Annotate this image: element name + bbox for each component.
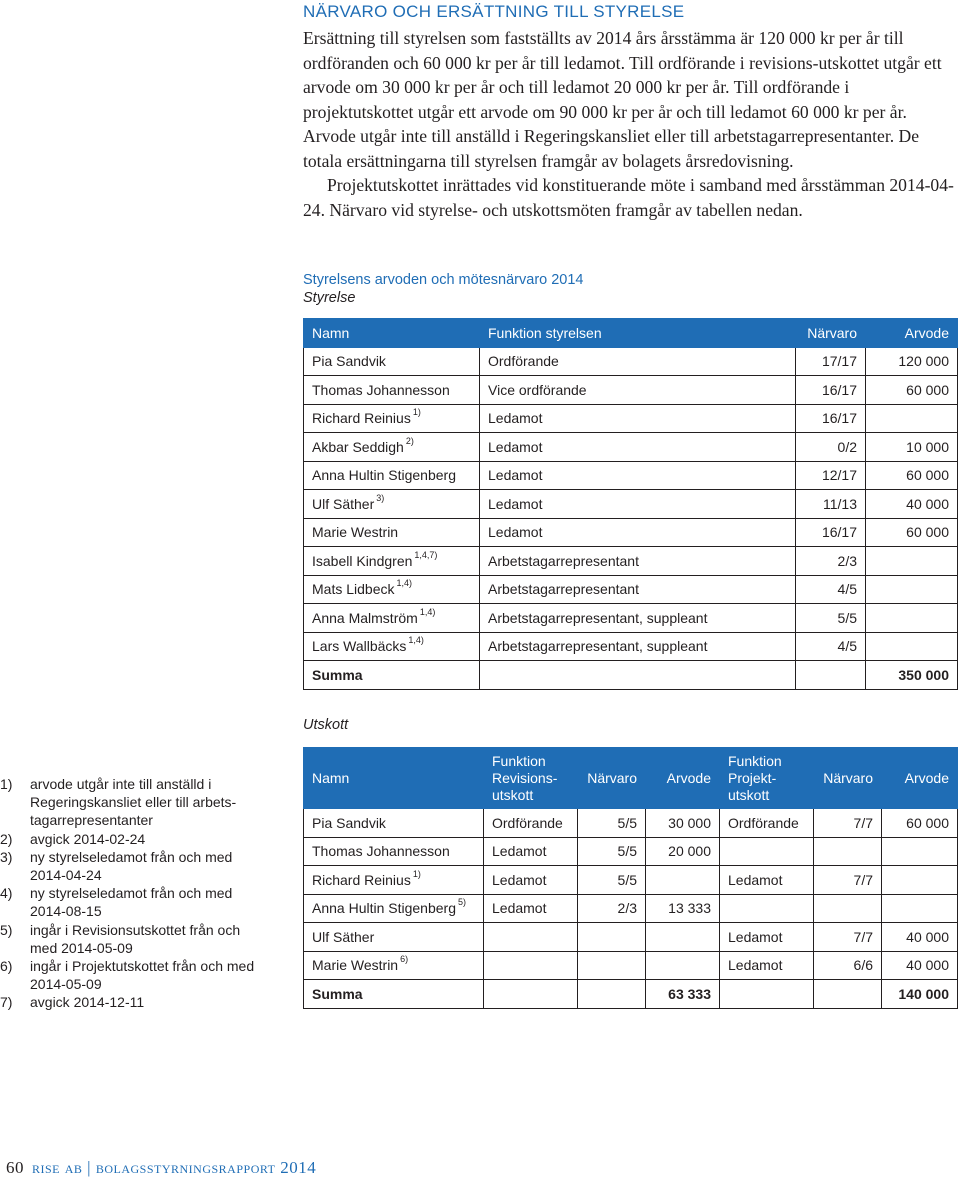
attendance-cell: 5/5 — [796, 604, 866, 633]
person-name: Thomas Johannesson — [312, 843, 450, 860]
table-row — [304, 518, 958, 547]
person-name: Pia Sandvik — [312, 353, 386, 370]
proj-attendance-cell — [814, 894, 882, 923]
name-cell — [304, 837, 484, 866]
proj-attendance-cell: 7/7 — [814, 866, 882, 895]
table-row — [304, 923, 958, 952]
table-row — [304, 809, 958, 838]
footnote-text: arvode utgår inte till anställd i Regeringskansliet eller till arbets-tagarrepresentanter — [30, 776, 237, 829]
footnote — [0, 775, 255, 830]
function-cell: Ledamot — [480, 404, 796, 433]
header-line: utskott — [728, 786, 770, 803]
name-cell — [304, 923, 484, 952]
name-cell — [304, 490, 480, 519]
total-empty — [720, 980, 814, 1009]
header-line: Revisions- — [492, 769, 558, 786]
col-header-name: Namn — [304, 748, 484, 809]
table-row — [304, 547, 958, 576]
table-row — [304, 404, 958, 433]
total-empty — [796, 661, 866, 690]
footnote — [0, 884, 255, 920]
attendance-cell: 4/5 — [796, 632, 866, 661]
name-cell — [304, 518, 480, 547]
table-row — [304, 461, 958, 490]
rev-function-cell — [484, 951, 578, 980]
total-rev-value: 63 333 — [646, 980, 720, 1009]
col-header-function: Funktion styrelsen — [480, 319, 796, 348]
footnotes — [0, 775, 255, 1012]
col-header-name: Namn — [304, 319, 480, 348]
name-cell — [304, 604, 480, 633]
total-empty — [484, 980, 578, 1009]
footnote-text: ny styrelseledamot från och med 2014-08-15 — [30, 885, 233, 920]
function-cell: Ordförande — [480, 347, 796, 376]
total-value: 350 000 — [866, 661, 958, 690]
table-row — [304, 433, 958, 462]
person-name: Pia Sandvik — [312, 814, 386, 831]
function-cell: Vice ordförande — [480, 376, 796, 405]
committee-table-subtitle: Utskott — [303, 717, 349, 733]
proj-function-cell — [720, 894, 814, 923]
footnote — [0, 993, 255, 1011]
person-name: Anna Hultin Stigenberg — [312, 467, 456, 484]
footnote-ref: 1,4) — [396, 578, 412, 589]
footer-text: rise ab | bolagsstyrningsrapport 2014 — [32, 1158, 317, 1177]
name-cell — [304, 951, 484, 980]
col-header-proj-attendance: Närvaro — [814, 748, 882, 809]
col-header-proj-fee: Arvode — [882, 748, 958, 809]
rev-attendance-cell — [578, 923, 646, 952]
footnote-ref: 5) — [458, 897, 467, 908]
footnote-number: 1) — [0, 776, 13, 792]
footnote-ref: 1,4) — [408, 635, 424, 646]
col-header-rev-function — [484, 748, 578, 809]
person-name: Marie Westrin — [312, 957, 399, 974]
footnote-number: 2) — [0, 830, 13, 847]
committee-table — [303, 747, 958, 1009]
name-cell — [304, 347, 480, 376]
fee-cell: 60 000 — [866, 461, 958, 490]
board-header-row — [304, 319, 958, 348]
name-cell — [304, 404, 480, 433]
proj-attendance-cell: 6/6 — [814, 951, 882, 980]
proj-attendance-cell — [814, 837, 882, 866]
intro-paragraph-1: Ersättning till styrelsen som fastställts av 2014 års årsstämma är 120 000 kr per år till ordföranden och 60 000 kr per år till ledamot. Till ordförande i revisions-utskottet utgår ett arvode om 30 000 kr per år och till ledamot 20 000 kr per år. Till ordförande i projektutskottet utgår ett arvode om 90 000 kr per år och till ledamot 60 000 kr per år. Arvode utgår inte till anställd i Regeringskansliet eller till arbetstagarrepresentanter. De totala ersättningarna till styrelsen framgår av bolagets årsredovisning. — [303, 28, 942, 171]
footnote-number: 4) — [0, 885, 13, 902]
attendance-cell: 2/3 — [796, 547, 866, 576]
fee-cell — [866, 547, 958, 576]
rev-fee-cell: 13 333 — [646, 894, 720, 923]
col-header-attendance: Närvaro — [796, 319, 866, 348]
total-label: Summa — [304, 980, 484, 1009]
name-cell — [304, 575, 480, 604]
header-line: Projekt- — [728, 769, 777, 786]
footnote-text: avgick 2014-02-24 — [30, 830, 146, 847]
function-cell: Arbetstagarrepresentant — [480, 575, 796, 604]
attendance-cell: 0/2 — [796, 433, 866, 462]
rev-attendance-cell: 5/5 — [578, 809, 646, 838]
fee-cell — [866, 575, 958, 604]
total-empty — [480, 661, 796, 690]
footnote — [0, 957, 255, 993]
proj-fee-cell: 40 000 — [882, 951, 958, 980]
committee-total-row — [304, 980, 958, 1009]
footnote-ref: 3) — [376, 492, 385, 503]
board-table-subtitle: Styrelse — [303, 290, 356, 306]
fee-cell — [866, 604, 958, 633]
footnote-text: ingår i Revisionsutskottet från och med 2014-05-09 — [30, 921, 241, 956]
board-table-body — [304, 347, 958, 661]
person-name: Ulf Säther — [312, 495, 375, 512]
footnote-ref: 2) — [405, 435, 414, 446]
person-name: Richard Reinius — [312, 410, 411, 427]
fee-cell: 60 000 — [866, 518, 958, 547]
committee-table-body — [304, 809, 958, 980]
rev-function-cell: Ledamot — [484, 837, 578, 866]
name-cell — [304, 894, 484, 923]
page-number: 60 — [6, 1158, 24, 1177]
total-empty — [578, 980, 646, 1009]
proj-attendance-cell: 7/7 — [814, 923, 882, 952]
proj-fee-cell: 60 000 — [882, 809, 958, 838]
person-name: Lars Wallbäcks — [312, 638, 407, 655]
name-cell — [304, 433, 480, 462]
function-cell: Ledamot — [480, 490, 796, 519]
name-cell — [304, 376, 480, 405]
name-cell — [304, 632, 480, 661]
fee-cell: 10 000 — [866, 433, 958, 462]
rev-function-cell: Ledamot — [484, 894, 578, 923]
footnote-number: 7) — [0, 994, 13, 1011]
header-line: Funktion — [728, 752, 782, 769]
function-cell: Ledamot — [480, 518, 796, 547]
person-name: Thomas Johannesson — [312, 381, 450, 398]
footnote-number: 5) — [0, 921, 13, 938]
page-footer — [6, 1158, 316, 1178]
function-cell: Arbetstagarrepresentant, suppleant — [480, 632, 796, 661]
proj-function-cell: Ledamot — [720, 923, 814, 952]
header-line: Funktion — [492, 752, 546, 769]
rev-fee-cell: 30 000 — [646, 809, 720, 838]
person-name: Mats Lidbeck — [312, 581, 395, 598]
footnote-text: ingår i Projektutskottet från och med 2014-05-09 — [30, 958, 255, 993]
footnote — [0, 921, 255, 957]
rev-function-cell — [484, 923, 578, 952]
attendance-cell: 16/17 — [796, 518, 866, 547]
footnote-ref: 1) — [412, 868, 421, 879]
rev-attendance-cell — [578, 951, 646, 980]
footnote-ref: 1,4) — [419, 606, 436, 617]
proj-fee-cell — [882, 894, 958, 923]
attendance-cell: 11/13 — [796, 490, 866, 519]
attendance-cell: 4/5 — [796, 575, 866, 604]
proj-function-cell: Ledamot — [720, 866, 814, 895]
committee-header-row — [304, 748, 958, 809]
function-cell: Arbetstagarrepresentant — [480, 547, 796, 576]
attendance-cell: 16/17 — [796, 376, 866, 405]
col-header-proj-function — [720, 748, 814, 809]
name-cell — [304, 461, 480, 490]
person-name: Richard Reinius — [312, 871, 411, 888]
proj-function-cell: Ordförande — [720, 809, 814, 838]
board-table-title: Styrelsens arvoden och mötesnärvaro 2014 — [303, 272, 584, 288]
col-header-rev-fee: Arvode — [646, 748, 720, 809]
rev-function-cell: Ordförande — [484, 809, 578, 838]
proj-fee-cell — [882, 866, 958, 895]
proj-attendance-cell: 7/7 — [814, 809, 882, 838]
attendance-cell: 16/17 — [796, 404, 866, 433]
fee-cell — [866, 404, 958, 433]
attendance-cell: 17/17 — [796, 347, 866, 376]
rev-attendance-cell: 2/3 — [578, 894, 646, 923]
table-row — [304, 575, 958, 604]
rev-fee-cell — [646, 923, 720, 952]
table-row — [304, 490, 958, 519]
fee-cell: 40 000 — [866, 490, 958, 519]
table-row — [304, 632, 958, 661]
total-proj-value: 140 000 — [882, 980, 958, 1009]
person-name: Ulf Säther — [312, 928, 375, 945]
fee-cell — [866, 632, 958, 661]
function-cell: Ledamot — [480, 433, 796, 462]
table-row — [304, 376, 958, 405]
attendance-cell: 12/17 — [796, 461, 866, 490]
footnote-text: ny styrelseledamot från och med 2014-04-24 — [30, 848, 233, 884]
section-heading: NÄRVARO OCH ERSÄTTNING TILL STYRELSE — [303, 2, 685, 21]
name-cell — [304, 547, 480, 576]
table-row — [304, 347, 958, 376]
rev-attendance-cell: 5/5 — [578, 837, 646, 866]
header-line: utskott — [492, 786, 534, 803]
function-cell: Ledamot — [480, 461, 796, 490]
footnote — [0, 848, 255, 884]
footnote-text: avgick 2014-12-11 — [30, 994, 145, 1011]
rev-function-cell: Ledamot — [484, 866, 578, 895]
table-row — [304, 894, 958, 923]
function-cell: Arbetstagarrepresentant, suppleant — [480, 604, 796, 633]
intro-paragraph-2: Projektutskottet inrättades vid konstituerande möte i samband med årsstämman 2014-04-24. Närvaro vid styrelse- och utskottsmöten framgår av tabellen nedan. — [303, 175, 954, 220]
proj-function-cell — [720, 837, 814, 866]
rev-fee-cell: 20 000 — [646, 837, 720, 866]
person-name: Akbar Seddigh — [312, 438, 404, 455]
col-header-fee: Arvode — [866, 319, 958, 348]
name-cell — [304, 866, 484, 895]
footnote-number: 3) — [0, 848, 13, 865]
footnote — [0, 830, 255, 848]
board-total-row — [304, 661, 958, 690]
intro-text — [303, 26, 955, 222]
person-name: Marie Westrin — [312, 524, 399, 541]
rev-attendance-cell: 5/5 — [578, 866, 646, 895]
table-row — [304, 951, 958, 980]
rev-fee-cell — [646, 951, 720, 980]
footnote-ref: 1) — [412, 407, 421, 418]
name-cell — [304, 809, 484, 838]
col-header-rev-attendance: Närvaro — [578, 748, 646, 809]
rev-fee-cell — [646, 866, 720, 895]
total-empty — [814, 980, 882, 1009]
fee-cell: 60 000 — [866, 376, 958, 405]
footnote-number: 6) — [0, 958, 13, 975]
proj-fee-cell: 40 000 — [882, 923, 958, 952]
table-row — [304, 837, 958, 866]
proj-fee-cell — [882, 837, 958, 866]
board-table — [303, 318, 958, 690]
fee-cell: 120 000 — [866, 347, 958, 376]
footnote-ref: 6) — [400, 954, 409, 965]
proj-function-cell: Ledamot — [720, 951, 814, 980]
table-row — [304, 866, 958, 895]
footnote-ref: 1,4,7) — [414, 549, 438, 560]
person-name: Anna Hultin Stigenberg — [312, 900, 456, 917]
table-row — [304, 604, 958, 633]
person-name: Isabell Kindgren — [312, 552, 413, 569]
total-label: Summa — [304, 661, 480, 690]
person-name: Anna Malmström — [312, 609, 418, 626]
